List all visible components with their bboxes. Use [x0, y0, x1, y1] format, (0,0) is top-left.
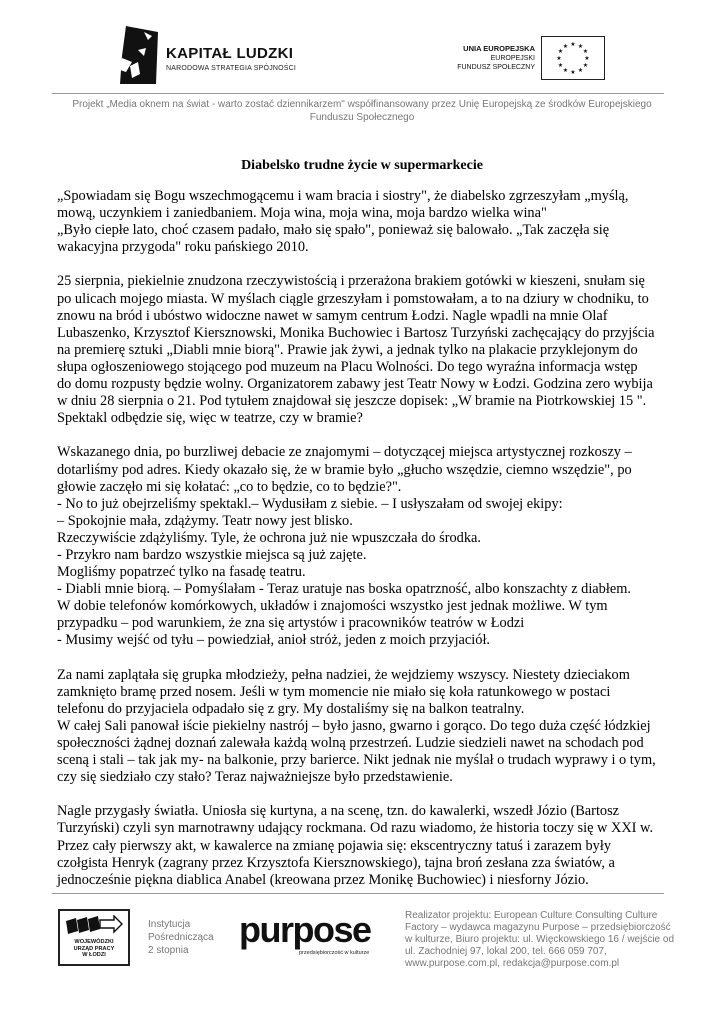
article-paragraph [57, 803, 677, 888]
kapital-ludzki-emblem-icon [118, 26, 162, 84]
article-line: czołgista Henryk (zagrany przez Krzysztofa Kiersznowskiego), tajna broń zesłana zza światów, a [57, 854, 615, 871]
article-line: „Spowiadam się Bogu wszechmogącemu i wam bracia i siostry", że diabelsko zgrzeszyłam „myślą, [57, 188, 629, 204]
svg-text:★: ★ [582, 62, 589, 69]
svg-text:★: ★ [562, 43, 569, 50]
project-funding-note: Projekt „Media oknem na świat - warto zostać dziennikarzem" współfinansowany przez Unię Europejską ze środków Europejskiego Funduszu Społecznego [72, 99, 652, 123]
realizator-info [405, 910, 675, 970]
article-line: Rzeczywiście zdążyliśmy. Tyle, że ochrona już nie wpuszczała do środka. [57, 529, 481, 546]
article-body [57, 188, 677, 906]
wup-logo [58, 909, 130, 966]
realizator-line: w kulturze, Biuro projektu: ul. Więckowskiego 16 / wejście od [405, 934, 675, 946]
svg-text:★: ★ [570, 69, 576, 76]
article-paragraph [57, 188, 677, 256]
institution-line: Instytucja [148, 919, 191, 930]
purpose-wordmark: purpose [239, 909, 371, 950]
article-line: Przez cały pierwszy akt, w kawalerce na zmianę pojawia się: ekscentryczny tatuś i zarazem były [57, 837, 612, 854]
article-line: 25 sierpnia, piekielnie znudzona rzeczywistością i przerażona brakiem gotówki w kieszeni, snułam się [57, 273, 645, 290]
article-line: Turzyński) czyli syn marnotrawny udający rockmana. Od razu wiadomo, że historia toczy się w XXI w. [57, 820, 654, 837]
article-line: telefonu do przyjaciela odpadało się z gry. My dostaliśmy się na balkon teatralny. [57, 700, 525, 717]
svg-text:★: ★ [582, 48, 589, 55]
wup-name-line1: WOJEWÓDZKI [74, 939, 114, 945]
kapital-ludzki-logo [118, 26, 323, 86]
article-line: na premierę sztuki „Diabli mnie biorą". Prawie jak żywi, a jednak tylko na plakacie przyklejonym do [57, 341, 638, 358]
kapital-ludzki-title: KAPITAŁ LUDZKI [166, 45, 294, 62]
svg-text:★: ★ [577, 67, 584, 74]
purpose-tagline: przedsiębiorczość w kulturze [299, 950, 370, 956]
svg-text:★: ★ [557, 62, 564, 69]
footer-divider [52, 893, 664, 894]
article-line: Lubaszenko, Krzysztof Kiersznowski, Monika Buchowiec i Bartosz Turzyński zachęcający do przyjścia [57, 324, 655, 341]
realizator-line: www.purpose.com.pl, redakcja@purpose.com.pl [405, 958, 620, 970]
article-line: głowie zaczęło mi się kołatać: „co to będzie, co to będzie?". [57, 478, 402, 495]
article-line: - Diabli mnie biorą. – Pomyślałam - Teraz uratuje nas boska opatrzność, albo konszachty z diabłem. [57, 581, 631, 598]
institution-label [148, 918, 214, 957]
institution-line: 2 stopnia [148, 945, 189, 956]
article-line: sceną i stali – tak jak my- na balkonie, przy barierce. Nikt jednak nie myślał o trudach wyprawy i o tym, [57, 752, 656, 769]
svg-text:★: ★ [577, 43, 584, 50]
article-line: po ulicach mojego miasta. W myślach ciągle grzeszyłam i pomstowałam, a to na dziury w chodniku, to [57, 290, 649, 307]
realizator-line: Realizator projektu: European Culture Consulting Culture [405, 910, 658, 921]
article-paragraph [57, 667, 677, 787]
article-line: „Było ciepłe lato, choć czasem padało, mało się spało", ponieważ się balowało. „Tak zaczęła się [57, 222, 610, 239]
article-line: dotarliśmy pod adres. Kiedy okazało się, że w bramie było „głucho wszędzie, ciemno wszędzie", po [57, 461, 632, 478]
article-line: Mogliśmy popatrzeć tylko na fasadę teatru. [57, 564, 306, 581]
article-line: – Spokojnie mała, zdążymy. Teatr nowy jest blisko. [57, 512, 353, 529]
article-line: do domu rozpusty będzie wolny. Organizatorem zabawy jest Teatr Nowy w Łodzi. Godzina zero wybija [57, 376, 653, 393]
wup-arrows-icon [64, 915, 124, 937]
article-line: znowu na bród i ubóstwo widoczne nawet w samym centrum Łodzi. Nagle wpadli na mnie Olaf [57, 307, 608, 324]
svg-text:★: ★ [570, 41, 576, 48]
svg-text:★: ★ [556, 55, 562, 62]
realizator-line: Factory – wydawca magazynu Purpose – przedsiębiorczość [405, 922, 671, 934]
article-line: W całej Sali panował iście piekielny nastrój – było jasno, gwarno i gorąco. Do tego duża część łódzkiej [57, 717, 651, 734]
article-line: - Przykro nam bardzo wszystkie miejsca są już zajęte. [57, 546, 367, 563]
eu-flag-icon [541, 36, 605, 80]
eu-name: UNIA EUROPEJSKA [463, 44, 535, 53]
article-line: Nagle przygasły światła. Uniosła się kurtyna, a na scenę, tzn. do kawalerki, wszedł Józio (Bartosz [57, 803, 620, 820]
header-divider [52, 93, 664, 94]
article-paragraph [57, 444, 677, 649]
article-line: w dniu 28 sierpnia o 21. Pod tytułem znajdował się jeszcze dopisek: „W bramie na Piotrkowskiej 15 ". [57, 393, 647, 410]
article-line: Za nami zaplątała się grupka młodzieży, pełna nadziei, że wejdziemy wszyscy. Niestety dzieciakom [57, 666, 630, 683]
realizator-line: ul. Zachodniej 97, lokal 200, tel. 666 059 707, [405, 946, 607, 958]
wup-name [60, 939, 128, 959]
article-line: zamknięto bramę przed nosem. Jeśli w tym momencie nie miało się koła ratunkowego w postaci [57, 683, 611, 700]
wup-name-line3: W ŁODZI [82, 952, 106, 959]
article-line: Wskazanego dnia, po burzliwej debacie ze znajomymi – dotyczącej miejsca artystycznej rozkoszy – [57, 444, 632, 461]
article-line: - No to już obejrzeliśmy spektakl.– Wydusiłam z siebie. – I usłyszałam od swojej ekipy: [57, 495, 563, 512]
svg-text:★: ★ [584, 55, 590, 62]
article-line: W dobie telefonów komórkowych, układów i znajomości wszystko jest jednak możliwe. W tym [57, 598, 608, 615]
eu-fund-line2: FUNDUSZ SPOŁECZNY [457, 64, 535, 71]
article-line: wakacyjna przygoda" roku pańskiego 2010. [57, 239, 309, 256]
eu-fund-line1: EUROPEJSKI [490, 55, 535, 62]
article-line: słupa ogłoszeniowego stojącego pod muzeum na Placu Wolności. Do tego wyraźna informacja wstęp [57, 358, 638, 375]
svg-text:★: ★ [562, 67, 569, 74]
article-line: czy się siedziało czy stało? Teraz najważniejsze było przedstawienie. [57, 769, 453, 786]
article-line: mową, uczynkiem i zaniedbaniem. Moja wina, moja wina, moja bardzo wielka wina" [57, 205, 547, 222]
article-title: Diabelsko trudne życie w supermarkecie [241, 158, 483, 173]
article-paragraph [57, 273, 677, 427]
kapital-ludzki-subtitle: NARODOWA STRATEGIA SPÓJNOŚCI [166, 65, 297, 72]
eu-logo [452, 36, 612, 81]
article-line: społeczności żądnej doznań zalewała każdą wolną przestrzeń. Ludzie siedzieli nawet na schodach pod [57, 735, 644, 751]
article-line: jednocześnie piękna diablica Anabel (kreowana przez Monikę Buchowiec) i niesforny Józio. [57, 871, 589, 888]
wup-name-line2: URZĄD PRACY [73, 945, 115, 952]
article-line: przypadku – pod warunkiem, że zna się artystów i pracowników teatrów w Łodzi [57, 615, 525, 632]
purpose-logo [239, 910, 384, 960]
article-line: - Musimy wejść od tyłu – powiedział, anioł stróż, jeden z moich przyjaciół. [57, 632, 491, 649]
article-line: Spektakl odbędzie się, więc w teatrze, czy w bramie? [57, 410, 363, 427]
institution-line: Pośrednicząca [148, 932, 214, 943]
svg-text:★: ★ [557, 48, 564, 55]
